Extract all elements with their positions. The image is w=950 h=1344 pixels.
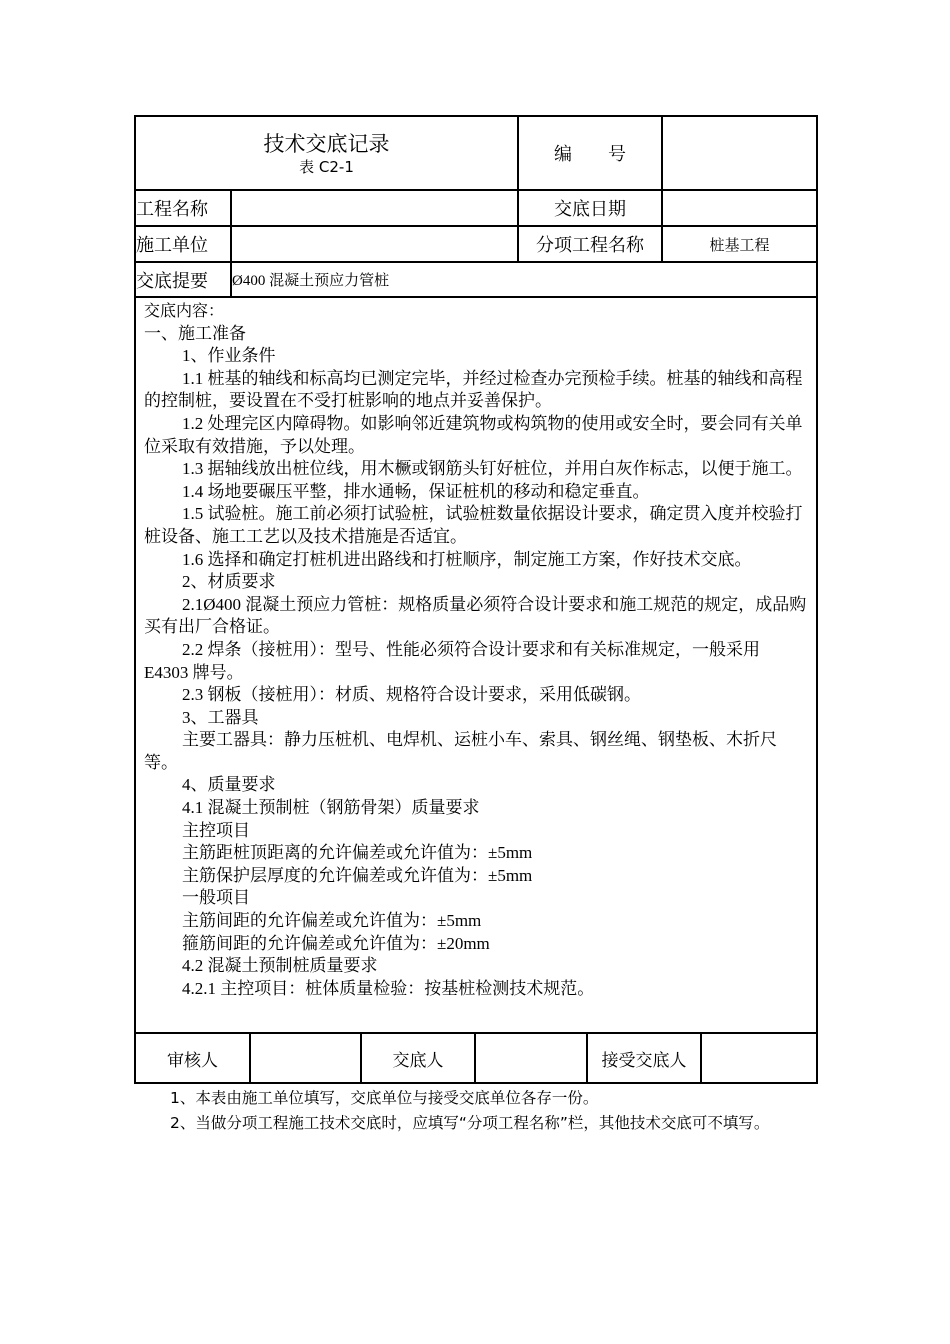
form-table (134, 115, 818, 1034)
date-field[interactable] (662, 190, 817, 226)
content-cell (135, 297, 817, 1033)
form-title: 技术交底记录 (263, 132, 390, 156)
content-line: 2.2 焊条（接桩用）：型号、性能必须符合设计要求和有关标准规定，一般采用 E4303 牌号。 (144, 639, 760, 682)
content-line: 1、作业条件 (182, 346, 276, 366)
footnote: 2、当做分项工程施工技术交底时，应填写“分项工程名称”栏，其他技术交底可不填写。 (170, 1114, 770, 1133)
content-line: 1.5 试验桩。施工前必须打试验桩，试验桩数量依据设计要求，确定贯入度并校验打桩设备、施工工艺以及技术措施是否适宜。 (144, 504, 803, 546)
footnotes (134, 1084, 816, 1136)
summary-field[interactable]: Ø400 混凝土预应力管桩 (231, 262, 817, 297)
content-line: 1.2 处理完区内障碍物。如影响邻近建筑物或构筑物的使用或安全时，要会同有关单位采取有效措施，予以处理。 (144, 413, 803, 456)
contractor-label: 施工单位 (135, 226, 231, 262)
discloser-field[interactable] (475, 1034, 587, 1083)
signature-table (134, 1034, 818, 1084)
subitem-field[interactable]: 桩基工程 (662, 226, 817, 262)
reviewer-field[interactable] (250, 1034, 361, 1083)
subitem-label: 分项工程名称 (518, 226, 662, 262)
content-line: 主筋距桩顶距离的允许偏差或允许值为：±5mm (182, 843, 533, 863)
content-line: 主筋间距的允许偏差或允许值为：±5mm (182, 911, 482, 931)
contractor-field[interactable] (231, 226, 518, 262)
content-line: 1.4 场地要碾压平整，排水通畅，保证桩机的移动和稳定垂直。 (182, 481, 650, 501)
content-line: 1.1 桩基的轴线和标高均已测定完毕，并经过检查办完预检手续。桩基的轴线和高程的控制桩，要设置在不受打桩影响的地点并妥善保护。 (144, 368, 803, 411)
receiver-field[interactable] (701, 1034, 817, 1083)
content-line: 2.1Ø400 混凝土预应力管桩：规格质量必须符合设计要求和施工规范的规定，成品购买有出厂合格证。 (144, 594, 807, 637)
content-line: 1.3 据轴线放出桩位线，用木橛或钢筋头钉好桩位，并用白灰作标志，以便于施工。 (182, 459, 803, 479)
footnote: 1、本表由施工单位填写，交底单位与接受交底单位各存一份。 (170, 1089, 599, 1108)
form-number: 表 C2-1 (299, 158, 354, 176)
discloser-label: 交底人 (361, 1034, 475, 1083)
date-label: 交底日期 (518, 190, 662, 226)
content-line: 箍筋间距的允许偏差或允许值为：±20mm (182, 933, 490, 953)
content-line: 4.2 混凝土预制桩质量要求 (182, 956, 378, 976)
content-line: 主控项目 (182, 820, 250, 840)
content-line: 1.6 选择和确定打桩机进出路线和打桩顺序，制定施工方案，作好技术交底。 (182, 549, 752, 569)
technical-disclosure-form (134, 115, 816, 1136)
reviewer-label: 审核人 (135, 1034, 250, 1083)
content-line: 一般项目 (182, 888, 250, 908)
form-title-cell (135, 116, 518, 190)
number-label: 编 号 (518, 116, 662, 190)
content-line: 4.2.1 主控项目：桩体质量检验：按基桩检测技术规范。 (182, 978, 595, 998)
content-line: 主要工器具：静力压桩机、电焊机、运桩小车、索具、钢丝绳、钢垫板、木折尺等。 (144, 730, 777, 772)
number-field[interactable] (662, 116, 817, 190)
content-line: 4、质量要求 (182, 775, 276, 795)
project-name-field[interactable] (231, 190, 518, 226)
content-line: 3、工器具 (182, 707, 259, 727)
summary-label: 交底提要 (135, 262, 231, 297)
content-line: 一、施工准备 (144, 323, 246, 343)
content-line: 2、材质要求 (182, 572, 276, 592)
receiver-label: 接受交底人 (587, 1034, 701, 1083)
content-line: 2.3 钢板（接桩用）：材质、规格符合设计要求，采用低碳钢。 (182, 685, 641, 705)
project-name-label: 工程名称 (135, 190, 231, 226)
content-line: 4.1 混凝土预制桩（钢筋骨架）质量要求 (182, 798, 480, 818)
content-line: 主筋保护层厚度的允许偏差或允许值为：±5mm (182, 865, 533, 885)
content-heading: 交底内容： (144, 301, 225, 320)
